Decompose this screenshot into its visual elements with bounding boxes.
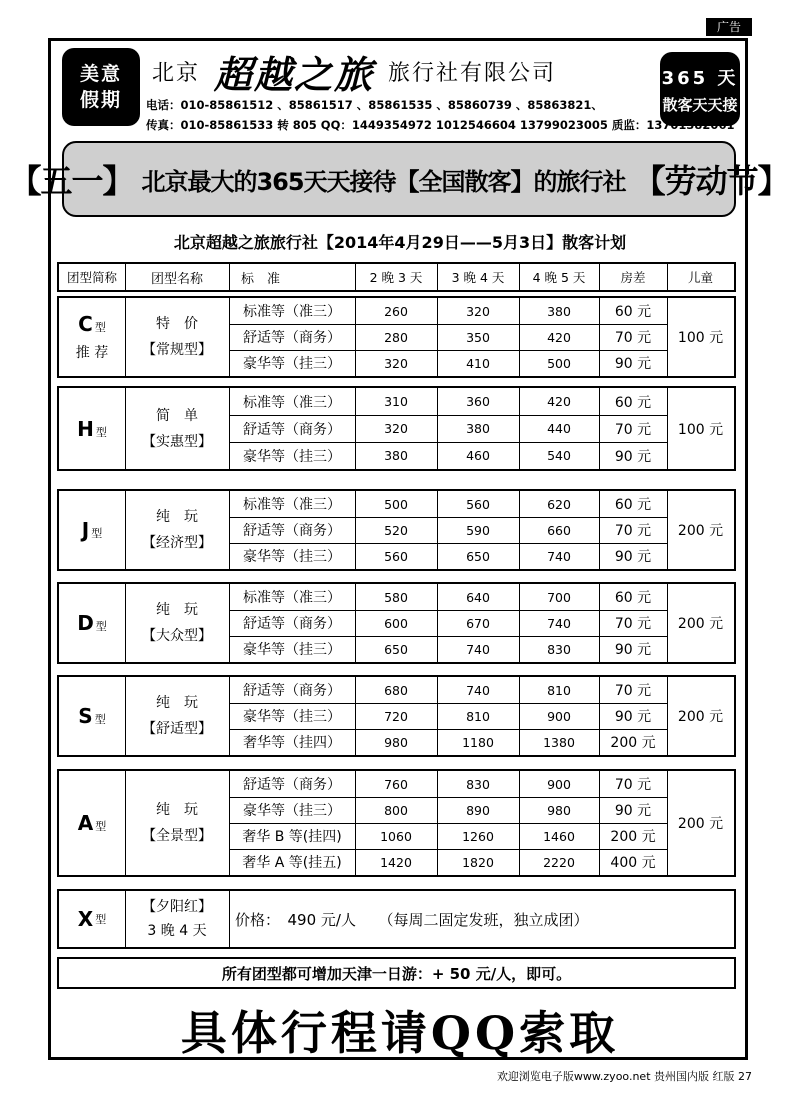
row-price-1: 720 xyxy=(384,708,408,724)
row-price-3: 660 xyxy=(547,522,571,538)
row-standard: 豪华等（挂三） xyxy=(243,448,341,465)
group-child-price: 200 元 xyxy=(677,616,724,632)
group-child-price: 200 元 xyxy=(677,709,724,725)
group-code-suffix: 型 xyxy=(95,820,107,833)
group-code-letter: D xyxy=(77,611,94,635)
row-standard: 标准等（准三） xyxy=(243,304,341,320)
row-standard: 舒适等（商务） xyxy=(243,523,341,539)
row-standard: 舒适等（商务） xyxy=(243,683,341,699)
title-prefix: 北京 xyxy=(152,60,201,86)
company-title xyxy=(152,50,652,97)
group-name-line-1: 纯 玩 xyxy=(156,802,198,818)
group-block-c xyxy=(57,296,736,378)
banner-left: 【五一】 xyxy=(9,162,134,200)
row-room-diff: 60 元 xyxy=(614,497,652,513)
group-name-line-2: 【全景型】 xyxy=(142,828,212,844)
plan-subtitle: 北京超越之旅旅行社【2014年4月29日——5月3日】散客计划 xyxy=(173,233,627,252)
row-price-3: 1380 xyxy=(543,734,575,750)
row-price-1: 1060 xyxy=(380,828,412,844)
row-room-diff: 70 元 xyxy=(614,330,652,346)
row-price-1: 320 xyxy=(384,421,408,436)
logo-right-line-2: 散客天天接 xyxy=(662,95,738,114)
group-name-line-1: 【夕阳红】 xyxy=(142,899,212,915)
group-code-letter: C xyxy=(78,312,93,336)
row-price-1: 260 xyxy=(384,303,408,319)
row-standard: 豪华等（挂三） xyxy=(243,356,341,372)
group-code-suffix: 型 xyxy=(94,321,106,334)
title-suffix: 旅行社有限公司 xyxy=(388,60,557,86)
header-standard: 标 准 xyxy=(241,271,281,287)
group-name xyxy=(125,491,229,569)
group-code xyxy=(59,677,125,755)
row-price-1: 380 xyxy=(384,448,408,463)
header-4n5d: 4 晚 5 天 xyxy=(532,270,586,285)
logo-left-line-2: 假期 xyxy=(79,89,122,111)
row-standard: 奢华等（挂四） xyxy=(243,735,341,751)
group-name xyxy=(125,388,229,469)
row-price-3: 2220 xyxy=(543,854,575,870)
group-name-line-1: 特 价 xyxy=(156,316,198,332)
contact-phone: 电话：010-85861512 、85861517 、85861535 、85860739 、85863821、 xyxy=(146,98,603,112)
row-standard: 豪华等（挂三） xyxy=(243,642,341,658)
group-block-j xyxy=(57,489,736,571)
group-code-suffix: 型 xyxy=(94,713,106,726)
row-price-1: 760 xyxy=(384,776,408,792)
group-block-s xyxy=(57,675,736,757)
table-header xyxy=(57,262,736,292)
row-price-2: 590 xyxy=(466,522,490,538)
header-code: 团型简称 xyxy=(66,270,117,285)
group-block-a xyxy=(57,769,736,877)
group-name xyxy=(125,298,229,376)
group-code-sub: 推 荐 xyxy=(75,345,109,361)
row-standard: 标准等（准三） xyxy=(243,497,341,513)
row-price-1: 600 xyxy=(384,615,408,631)
row-price-1: 650 xyxy=(384,641,408,657)
group-code-letter: H xyxy=(77,416,94,441)
row-price-1: 280 xyxy=(384,329,408,345)
group-code xyxy=(59,388,125,469)
row-price-3: 420 xyxy=(547,329,571,345)
group-code xyxy=(59,891,125,947)
contact-fax: 传真：010-85861533 转 805 QQ：1449354972 1012546604 13799023005 质监：13701382061 xyxy=(146,118,735,132)
group-code-letter: A xyxy=(77,811,94,835)
group-name-line-2: 【大众型】 xyxy=(142,628,212,644)
row-price-2: 890 xyxy=(466,802,490,818)
group-name-line-1: 纯 玩 xyxy=(156,509,198,525)
group-code-letter: S xyxy=(78,704,93,728)
row-price-1: 1420 xyxy=(380,854,412,870)
group-name xyxy=(125,677,229,755)
group-child-price: 200 元 xyxy=(677,816,724,832)
row-price-3: 810 xyxy=(547,682,571,698)
row-price-1: 800 xyxy=(384,802,408,818)
row-room-diff: 70 元 xyxy=(614,421,652,438)
row-room-diff: 200 元 xyxy=(610,829,656,845)
row-price-3: 420 xyxy=(547,394,571,409)
row-price-2: 1820 xyxy=(462,854,494,870)
row-price-3: 620 xyxy=(547,496,571,512)
row-price-3: 980 xyxy=(547,802,571,818)
group-name-line-1: 纯 玩 xyxy=(156,695,198,711)
row-room-diff: 70 元 xyxy=(614,523,652,539)
group-name-line-2: 【舒适型】 xyxy=(142,721,212,737)
row-price-1: 680 xyxy=(384,682,408,698)
row-price-1: 520 xyxy=(384,522,408,538)
row-price-3: 540 xyxy=(547,448,571,463)
row-price-2: 740 xyxy=(466,641,490,657)
group-code-suffix: 型 xyxy=(91,527,103,540)
row-price-1: 320 xyxy=(384,355,408,371)
header-name: 团型名称 xyxy=(150,271,203,287)
logo-left-line-1: 美意 xyxy=(79,63,122,85)
row-price-2: 830 xyxy=(466,776,490,792)
row-price-2: 460 xyxy=(466,448,490,463)
row-room-diff: 90 元 xyxy=(614,448,652,465)
group-block-h xyxy=(57,386,736,471)
row-room-diff: 60 元 xyxy=(614,394,652,411)
row-standard: 豪华等（挂三） xyxy=(243,549,341,565)
title-brand: 超越之旅 xyxy=(214,51,375,97)
group-code-suffix: 型 xyxy=(95,620,107,633)
row-price-2: 670 xyxy=(466,615,490,631)
banner-right: 【劳动节】 xyxy=(633,162,789,200)
row-price-3: 740 xyxy=(547,548,571,564)
row-room-diff: 200 元 xyxy=(610,735,656,751)
page-footer: 欢迎浏览电子版www.zyoo.net 贵州国内版 红版 27 xyxy=(496,1070,752,1083)
row-standard: 舒适等（商务） xyxy=(243,616,341,632)
row-price-3: 740 xyxy=(547,615,571,631)
row-price-2: 320 xyxy=(466,303,490,319)
group-name-line-2: 【常规型】 xyxy=(142,342,212,358)
row-standard: 奢华 A 等(挂五) xyxy=(242,855,342,871)
row-price-2: 740 xyxy=(466,682,490,698)
ad-tag: 广告 xyxy=(706,18,752,36)
row-room-diff: 70 元 xyxy=(614,777,652,793)
header-child: 儿童 xyxy=(687,270,713,285)
row-standard: 标准等（准三） xyxy=(243,394,341,411)
group-code xyxy=(59,771,125,875)
group-code-letter: X xyxy=(77,907,94,931)
row-price-3: 900 xyxy=(547,776,571,792)
row-price-2: 650 xyxy=(466,548,490,564)
row-standard: 豪华等（挂三） xyxy=(243,803,341,819)
group-name-line-1: 纯 玩 xyxy=(156,602,198,618)
group-code-letter: J xyxy=(81,518,90,542)
group-name-line-1: 简 单 xyxy=(156,407,198,424)
banner-middle: 北京最大的365天天接待【全国散客】的旅行社 xyxy=(141,167,626,196)
row-price-3: 700 xyxy=(547,589,571,605)
group-child-price: 200 元 xyxy=(677,523,724,539)
row-price-2: 1180 xyxy=(462,734,494,750)
row-price-3: 500 xyxy=(547,355,571,371)
row-price-1: 580 xyxy=(384,589,408,605)
row-standard: 舒适等（商务） xyxy=(243,330,341,346)
row-room-diff: 90 元 xyxy=(614,356,652,372)
x-group-price: 价格： 490 元/人 （每周二固定发班，独立成团） xyxy=(235,910,589,929)
group-name-line-2: 【经济型】 xyxy=(142,535,212,551)
row-price-3: 380 xyxy=(547,303,571,319)
group-name xyxy=(125,891,229,947)
row-room-diff: 90 元 xyxy=(614,549,652,565)
row-room-diff: 60 元 xyxy=(614,304,652,320)
row-standard: 奢华 B 等(挂四) xyxy=(242,829,342,845)
row-standard: 豪华等（挂三） xyxy=(243,709,341,725)
logo-right-line-1: 365 天 xyxy=(661,67,739,89)
group-code-suffix: 型 xyxy=(95,425,107,439)
row-price-1: 310 xyxy=(384,394,408,409)
group-code xyxy=(59,298,125,376)
row-price-2: 350 xyxy=(466,329,490,345)
row-price-2: 410 xyxy=(466,355,490,371)
group-name-line-2: 【实惠型】 xyxy=(142,433,212,450)
x-group-block xyxy=(57,889,736,949)
row-price-3: 1460 xyxy=(543,828,575,844)
row-price-2: 380 xyxy=(466,421,490,436)
brand-logo-left xyxy=(62,48,140,126)
group-code xyxy=(59,491,125,569)
row-price-2: 560 xyxy=(466,496,490,512)
row-price-3: 900 xyxy=(547,708,571,724)
row-standard: 舒适等（商务） xyxy=(243,777,341,793)
row-room-diff: 90 元 xyxy=(614,803,652,819)
row-price-2: 360 xyxy=(466,394,490,409)
group-block-d xyxy=(57,582,736,664)
header-2n3d: 2 晚 3 天 xyxy=(369,270,423,285)
row-standard: 标准等（准三） xyxy=(243,590,341,606)
row-price-3: 440 xyxy=(547,421,571,436)
group-code xyxy=(59,584,125,662)
group-name-line-2: 3 晚 4 天 xyxy=(147,923,207,939)
itinerary-tagline: 具体行程请QQ索取 xyxy=(180,1006,620,1060)
row-room-diff: 60 元 xyxy=(614,590,652,606)
row-standard: 舒适等（商务） xyxy=(243,421,341,438)
brand-logo-right xyxy=(660,52,740,126)
row-price-2: 1260 xyxy=(462,828,494,844)
row-price-2: 810 xyxy=(466,708,490,724)
promo-banner xyxy=(9,141,789,217)
row-room-diff: 400 元 xyxy=(610,855,656,871)
header-3n4d: 3 晚 4 天 xyxy=(451,270,505,285)
row-room-diff: 90 元 xyxy=(614,709,652,725)
row-price-1: 500 xyxy=(384,496,408,512)
row-room-diff: 70 元 xyxy=(614,616,652,632)
row-room-diff: 90 元 xyxy=(614,642,652,658)
group-name xyxy=(125,584,229,662)
row-room-diff: 70 元 xyxy=(614,683,652,699)
group-child-price: 100 元 xyxy=(677,330,724,346)
row-price-2: 640 xyxy=(466,589,490,605)
row-price-3: 830 xyxy=(547,641,571,657)
row-price-1: 980 xyxy=(384,734,408,750)
group-code-suffix: 型 xyxy=(95,913,107,926)
header-room-diff: 房差 xyxy=(620,270,646,285)
row-price-1: 560 xyxy=(384,548,408,564)
group-child-price: 100 元 xyxy=(677,421,724,438)
group-name xyxy=(125,771,229,875)
tianjin-addon-note: 所有团型都可增加天津一日游：+ 50 元/人，即可。 xyxy=(57,957,736,989)
